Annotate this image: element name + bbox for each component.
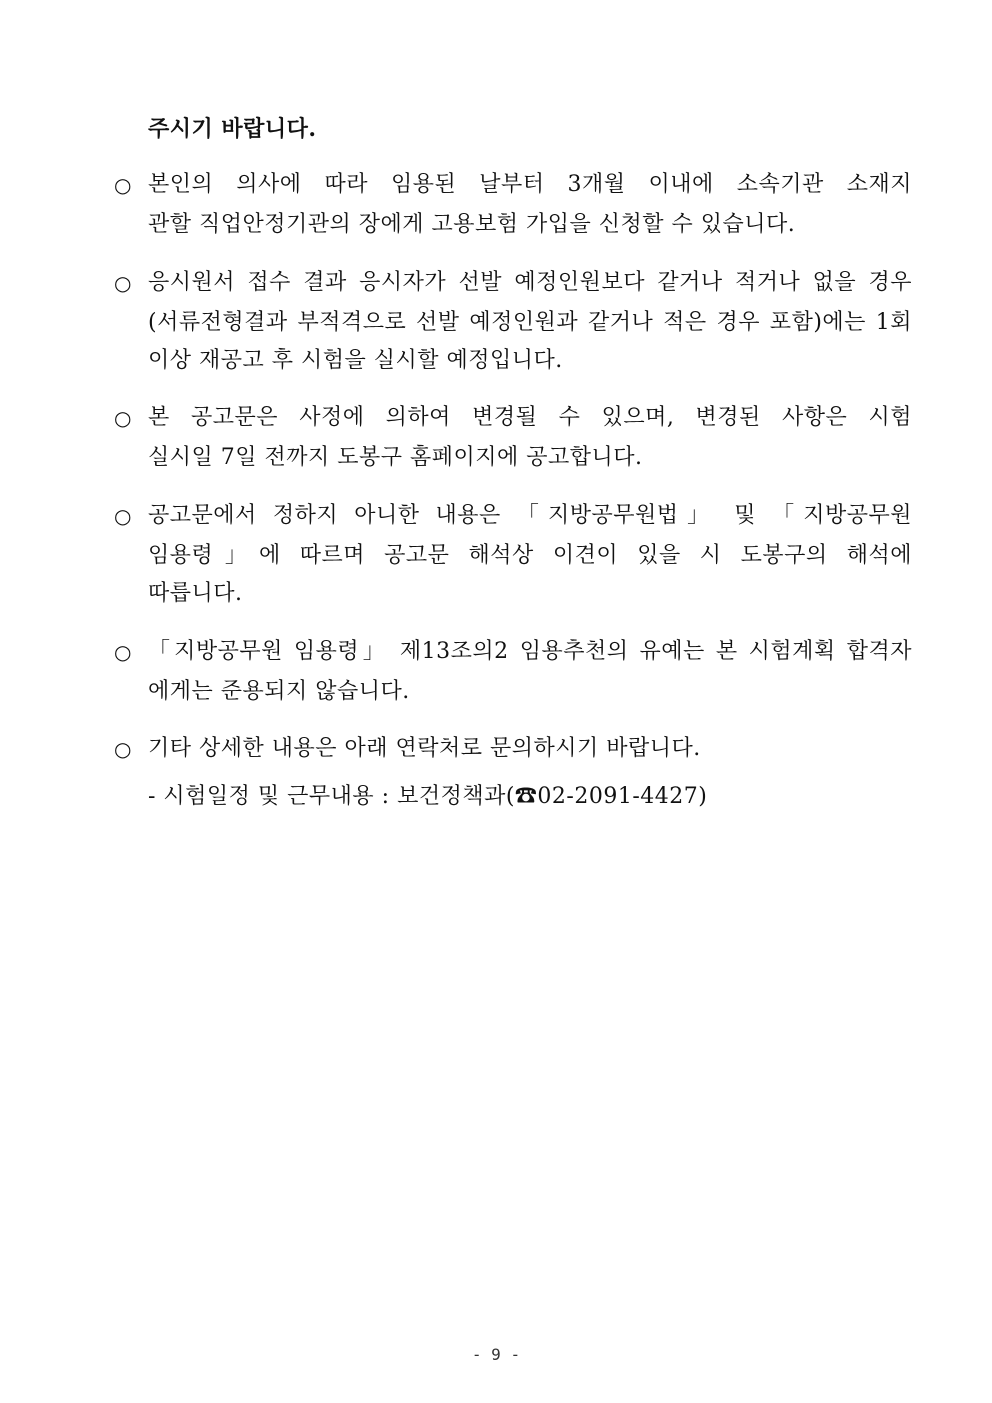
item-line: 「지방공무원 임용령」 제13조의2 임용추천의 유예는 본 시험계획 합격자 xyxy=(148,639,912,664)
item-line: 관할 직업안정기관의 장에게 고용보험 가입을 신청할 수 있습니다. xyxy=(148,212,796,237)
item-line: 공고문에서 정하지 아니한 내용은 「지방공무원법」 및 「지방공무원 xyxy=(148,503,912,528)
bullet-circle-icon: ○ xyxy=(114,271,132,295)
item-line: 기타 상세한 내용은 아래 연락처로 문의하시기 바랍니다. xyxy=(148,736,701,761)
item-line: 본 공고문은 사정에 의하여 변경될 수 있으며, 변경된 사항은 시험 xyxy=(148,405,912,430)
item-line: 이상 재공고 후 시험을 실시할 예정입니다. xyxy=(148,348,563,373)
item-line: 따릅니다. xyxy=(148,581,243,606)
bullet-circle-icon: ○ xyxy=(114,504,132,528)
item-line: 본인의 의사에 따라 임용된 날부터 3개월 이내에 소속기관 소재지 xyxy=(148,172,912,197)
item-line: 응시원서 접수 결과 응시자가 선발 예정인원보다 같거나 적거나 없을 경우 xyxy=(148,270,912,295)
bullet-circle-icon: ○ xyxy=(114,640,132,664)
item-line: (서류전형결과 부적격으로 선발 예정인원과 같거나 적은 경우 포함)에는 1회 xyxy=(148,310,912,335)
item-line: 에게는 준용되지 않습니다. xyxy=(148,679,410,704)
page-number: - 9 - xyxy=(471,1345,521,1364)
intro-line: 주시기 바랍니다. xyxy=(148,116,317,142)
contact-line: - 시험일정 및 근무내용 : 보건정책과(☎02-2091-4427) xyxy=(148,784,708,809)
bullet-circle-icon: ○ xyxy=(114,173,132,197)
bullet-circle-icon: ○ xyxy=(114,406,132,430)
item-line: 실시일 7일 전까지 도봉구 홈페이지에 공고합니다. xyxy=(148,445,643,470)
item-line: 임용령」에 따르며 공고문 해석상 이견이 있을 시 도봉구의 해석에 xyxy=(148,543,912,568)
bullet-circle-icon: ○ xyxy=(114,737,132,761)
